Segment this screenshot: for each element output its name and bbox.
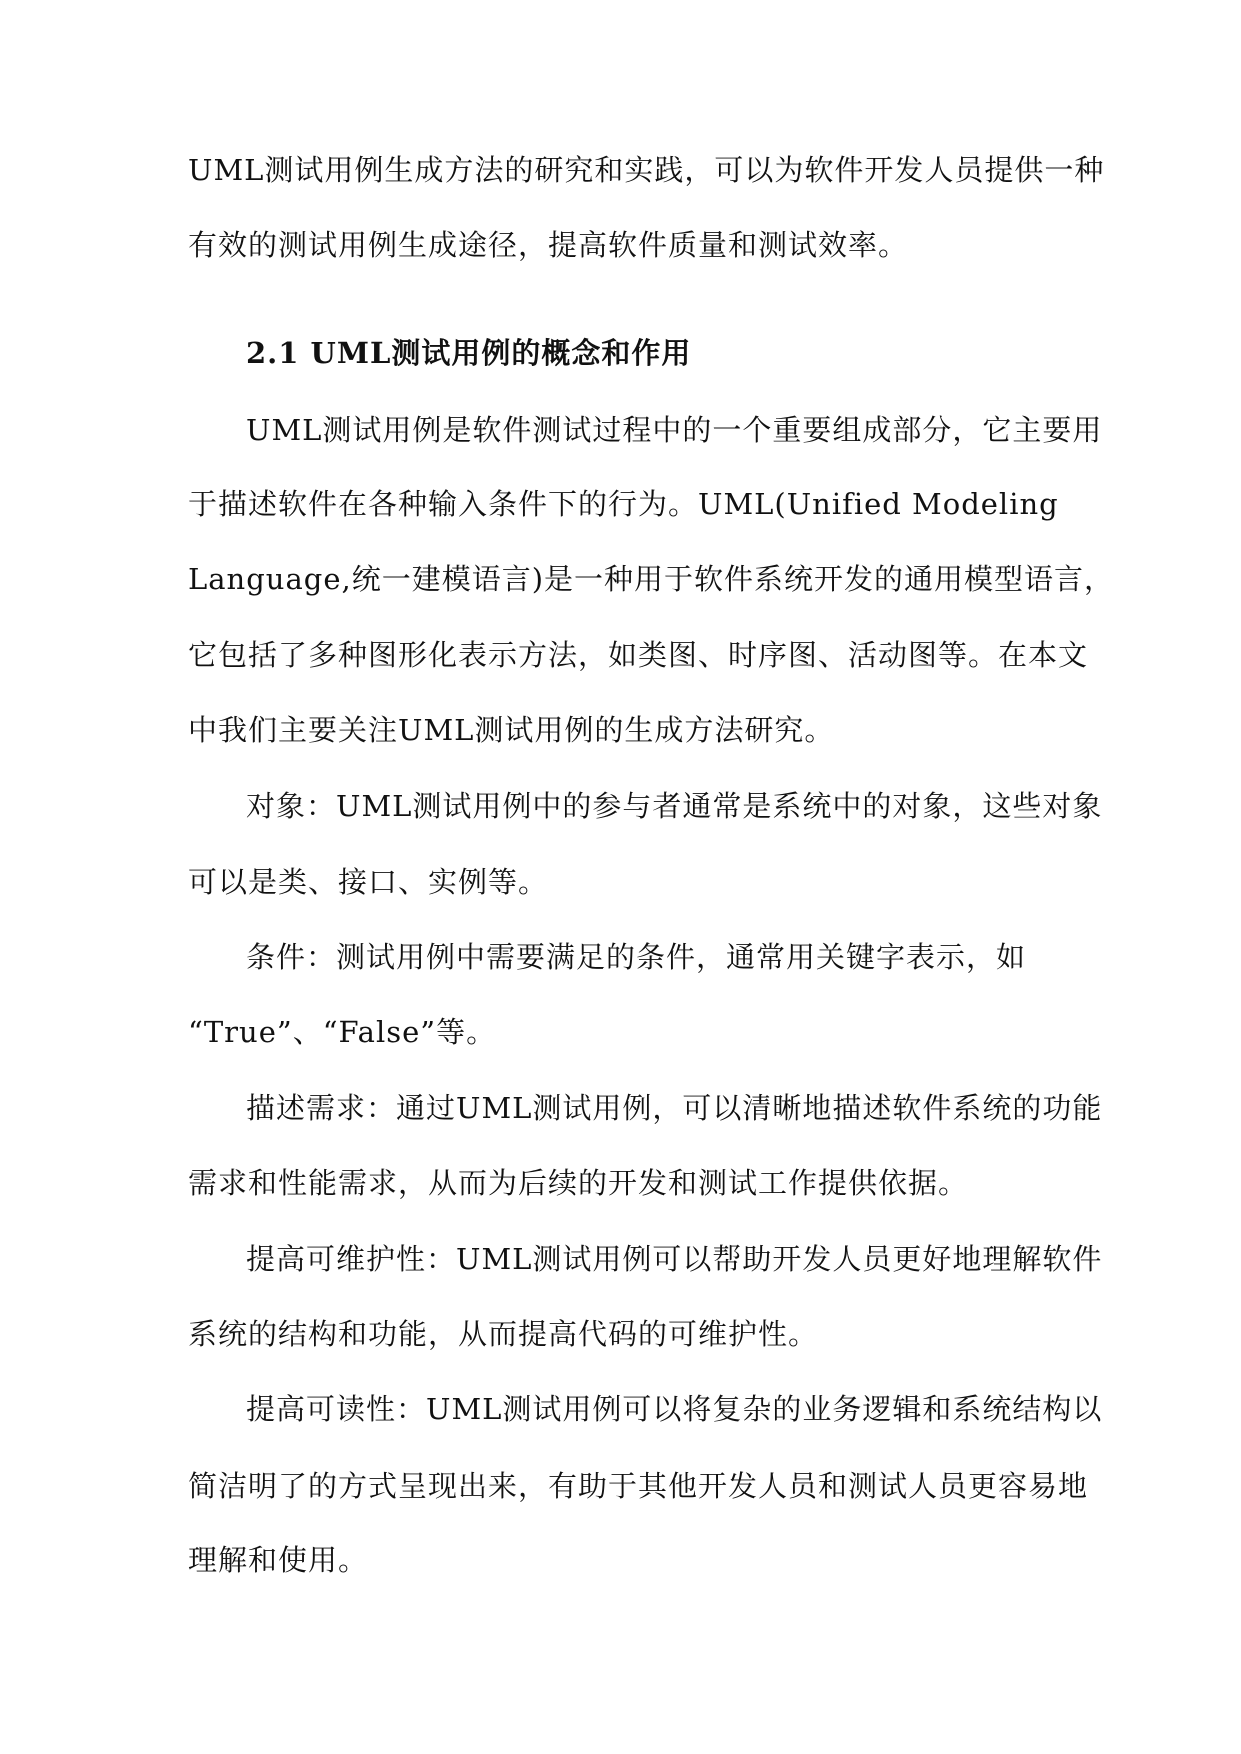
paragraph-line: 条件：测试用例中需要满足的条件，通常用关键字表示，如 <box>246 940 1027 974</box>
paragraph-line: 对象：UML测试用例中的参与者通常是系统中的对象，这些对象 <box>246 789 1103 823</box>
section-heading: 2.1 UML测试用例的概念和作用 <box>246 336 692 370</box>
paragraph-line: 可以是类、接口、实例等。 <box>188 865 549 899</box>
paragraph-line: 简洁明了的方式呈现出来，有助于其他开发人员和测试人员更容易地 <box>188 1469 1089 1503</box>
paragraph-line: UML测试用例是软件测试过程中的一个重要组成部分，它主要用 <box>246 413 1103 447</box>
paragraph-line: 有效的测试用例生成途径，提高软件质量和测试效率。 <box>188 228 909 262</box>
paragraph-line: 理解和使用。 <box>188 1543 369 1577</box>
paragraph-line: 描述需求：通过UML测试用例，可以清晰地描述软件系统的功能 <box>246 1091 1103 1125</box>
paragraph-line: 提高可读性：UML测试用例可以将复杂的业务逻辑和系统结构以 <box>246 1392 1103 1426</box>
paragraph-line: 中我们主要关注UML测试用例的生成方法研究。 <box>188 713 835 747</box>
paragraph-line: 它包括了多种图形化表示方法，如类图、时序图、活动图等。在本文 <box>188 638 1089 672</box>
paragraph-line: 系统的结构和功能，从而提高代码的可维护性。 <box>188 1317 819 1351</box>
paragraph-line: 提高可维护性：UML测试用例可以帮助开发人员更好地理解软件 <box>246 1242 1103 1276</box>
paragraph-line: Language,统一建模语言)是一种用于软件系统开发的通用模型语言， <box>188 562 1115 596</box>
paragraph-line: UML测试用例生成方法的研究和实践，可以为软件开发人员提供一种 <box>188 153 1105 187</box>
paragraph-line: 需求和性能需求，从而为后续的开发和测试工作提供依据。 <box>188 1166 969 1200</box>
paragraph-line: “True”、“False”等。 <box>188 1015 497 1049</box>
paragraph-line: 于描述软件在各种输入条件下的行为。UML(Unified Modeling <box>188 487 1059 521</box>
